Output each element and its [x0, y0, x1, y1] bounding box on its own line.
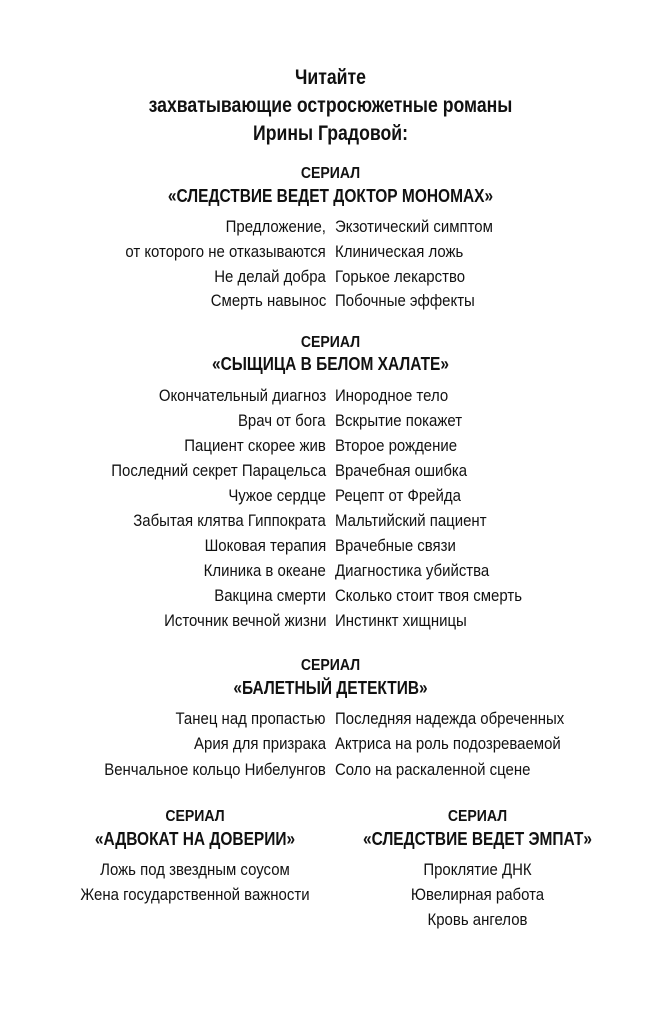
series-2-row: [0, 385, 661, 410]
book-title: Забытая клятва Гиппократа: [133, 511, 326, 530]
book-title: Последняя надежда обреченных: [335, 709, 565, 728]
book-title: Мальтийский пациент: [335, 511, 487, 530]
book-title: Смерть навынос: [210, 291, 326, 310]
book-title: Врачебные связи: [335, 536, 456, 555]
series-3-row: [0, 708, 661, 733]
book-title: Актриса на роль подозреваемой: [335, 734, 561, 753]
heading-line-2: захватывающие остросюжетные романы: [148, 94, 513, 117]
book-title: Рецепт от Фрейда: [335, 486, 461, 505]
series-3-title: «БАЛЕТНЫЙ ДЕТЕКТИВ»: [233, 678, 428, 698]
series-2-label: СЕРИАЛ: [300, 334, 361, 351]
book-title: Окончательный диагноз: [158, 386, 326, 405]
series-1-title: «СЛЕДСТВИЕ ВЕДЕТ ДОКТОР МОНОМАХ»: [167, 186, 494, 206]
empath-series-label: СЕРИАЛ: [447, 808, 508, 825]
book-title: Сколько стоит твоя смерть: [335, 586, 522, 605]
book-title: Вскрытие покажет: [335, 411, 463, 430]
book-title: Клиническая ложь: [335, 242, 464, 261]
book-title: Ложь под звездным соусом: [100, 860, 290, 879]
book-title: Чужое сердце: [228, 486, 326, 505]
book-title: Кровь ангелов: [427, 910, 528, 929]
book-title: Инородное тело: [335, 386, 449, 405]
book-title: Венчальное кольцо Нибелунгов: [104, 760, 326, 779]
series-3-label: СЕРИАЛ: [300, 657, 361, 674]
series-2-row: [0, 410, 661, 435]
book-title: Клиника в океане: [203, 561, 326, 580]
book-title: Соло на раскаленной сцене: [335, 760, 531, 779]
book-title: Диагностика убийства: [335, 561, 490, 580]
series-1-row: [0, 241, 661, 266]
book-title: от которого не отказываются: [125, 242, 326, 261]
series-2-row: [0, 435, 661, 460]
book-title: Вакцина смерти: [214, 586, 326, 605]
series-3-row: [0, 733, 661, 758]
series-2-row: [0, 560, 661, 585]
series-2-row: [0, 535, 661, 560]
series-2-title: «СЫЩИЦА В БЕЛОМ ХАЛАТЕ»: [211, 354, 450, 374]
book-title: Экзотический симптом: [335, 217, 493, 236]
series-2-row: [0, 460, 661, 485]
advocate-series-title: «АДВОКАТ НА ДОВЕРИИ»: [94, 829, 296, 849]
book-title: Жена государственной важности: [80, 885, 310, 904]
empath-series-title: «СЛЕДСТВИЕ ВЕДЕТ ЭМПАТ»: [363, 829, 592, 849]
series-1-row: [0, 290, 661, 315]
book-title: Проклятие ДНК: [423, 860, 532, 879]
book-title: Врачебная ошибка: [335, 461, 468, 480]
book-title: Танец над пропастью: [175, 709, 326, 728]
heading-line-3: Ирины Градовой:: [253, 122, 408, 145]
series-2-row: [0, 585, 661, 610]
book-title: Ария для призрака: [193, 734, 326, 753]
book-title: Шоковая терапия: [204, 536, 326, 555]
book-title: Врач от бога: [238, 411, 326, 430]
series-2-row: [0, 485, 661, 510]
book-title: Ювелирная работа: [410, 885, 545, 904]
advocate-series-label: СЕРИАЛ: [165, 808, 225, 825]
series-3-row: [0, 759, 661, 784]
series-2-row: [0, 610, 661, 635]
book-title: Не делай добра: [214, 267, 326, 286]
book-title: Второе рождение: [335, 436, 458, 455]
series-1-row: [0, 216, 661, 241]
series-1-label: СЕРИАЛ: [300, 165, 361, 182]
book-title: Предложение,: [225, 217, 326, 236]
book-title: Побочные эффекты: [335, 291, 475, 310]
heading-line-1: Читайте: [294, 66, 366, 89]
series-2-row: [0, 510, 661, 535]
book-title: Источник вечной жизни: [163, 611, 326, 630]
series-1-row: [0, 266, 661, 291]
book-title: Инстинкт хищницы: [335, 611, 467, 630]
book-title: Горькое лекарство: [335, 267, 466, 286]
book-title: Последний секрет Парацельса: [111, 461, 326, 480]
book-title: Пациент скорее жив: [184, 436, 326, 455]
